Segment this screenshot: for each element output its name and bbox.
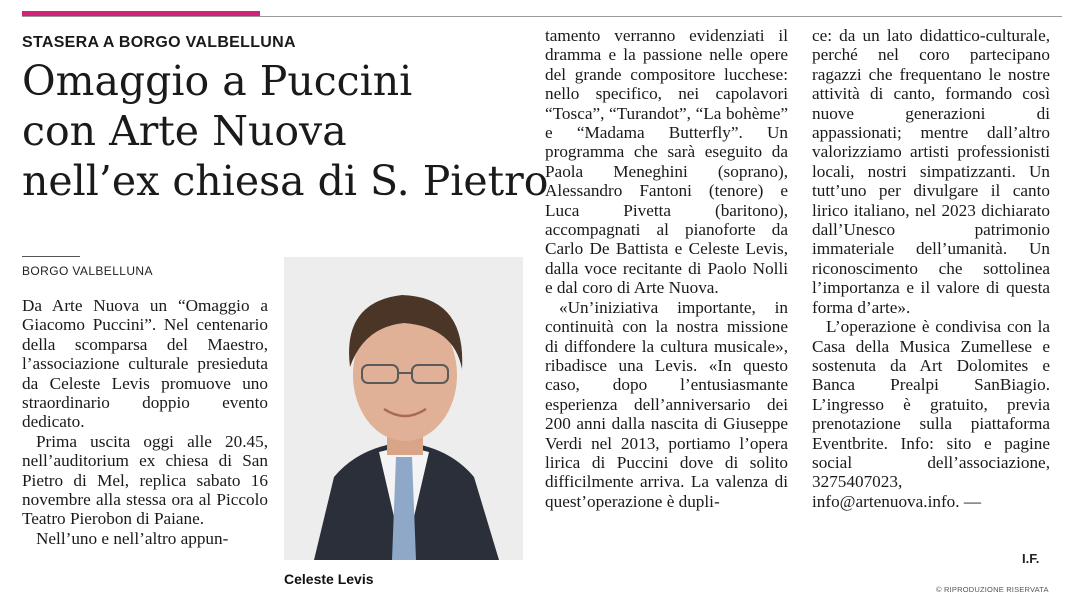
dateline-rule: [22, 256, 80, 257]
headline-line-3: nell’ex chiesa di S. Pietro: [22, 157, 549, 205]
author-initials: I.F.: [1022, 551, 1040, 566]
paragraph: L’operazione è condivisa con la Casa della Musica Zumellese e sostenuta da Art Dolomites e Banca Prealpi SanBiagio. L’ingresso è gratuito, previa prenotazione sulla piattaforma Eventbrite. Info: sito e pagine social dell’associazione, 3275407023, info@artenuova.info. —: [812, 317, 1050, 511]
portrait-photo: [284, 257, 523, 560]
article-column-2: [545, 26, 788, 511]
photo-caption: Celeste Levis: [284, 571, 374, 587]
paragraph: tamento verranno evidenziati il dramma e la passione nelle opere del grande compositore lucchese: nello specifico, nei capolavori “Tosca”, “Turandot”, “La bohème” e “Madama Butterfly”. Un programma che sarà eseguito da Paola Meneghini (soprano), Alessandro Fantoni (tenore) e Luca Pivetta (baritono), accompagnati al pianoforte da Carlo De Battista e Celeste Levis, dalla voce recitante di Paolo Nolli e dal coro di Arte Nuova.: [545, 26, 788, 298]
article-column-3: [812, 26, 1050, 511]
kicker: STASERA A BORGO VALBELLUNA: [22, 34, 296, 51]
paragraph: ce: da un lato didattico-culturale, perché nel coro partecipano ragazzi che frequentano le nostre attività di canto, formando così nuove generazioni di appassionati; mentre dall’altro valorizziamo artisti professionisti locali, nostri simpatizzanti. Un tutt’uno per divulgare il canto lirico italiano, nel 2023 dichiarato dall’Unesco patrimonio immateriale dell’umanità. Un riconoscimento che sottolinea l’importanza e il valore di questa forma d’arte».: [812, 26, 1050, 317]
headline-line-1: Omaggio a Puccini: [22, 57, 413, 105]
headline: [22, 56, 549, 206]
dateline: BORGO VALBELLUNA: [22, 264, 153, 278]
copyright-notice: © RIPRODUZIONE RISERVATA: [936, 585, 1049, 594]
paragraph: «Un’iniziativa importante, in continuità con la nostra missione di diffondere la cultura musicale», ribadisce una Levis. «In questo caso, dopo l’entusiasmante esperienza dell’anniversario dei 200 anni dalla nascita di Giuseppe Verdi nel 2013, portiamo l’opera lirica di Puccini dove di solito difficilmente arriva. La valenza di quest’operazione è dupli-: [545, 297, 788, 511]
top-divider: [22, 16, 1062, 17]
paragraph: Nell’uno e nell’altro appun-: [36, 528, 229, 548]
article-column-1: [22, 296, 268, 548]
paragraph: Da Arte Nuova un “Omaggio a Giacomo Puccini”. Nel centenario della scomparsa del Maestro, l’associazione culturale presieduta da Celeste Levis promuove uno straordinario doppio evento dedicato.: [22, 296, 268, 432]
headline-line-2: con Arte Nuova: [22, 107, 347, 155]
paragraph: Prima uscita oggi alle 20.45, nell’auditorium ex chiesa di San Pietro di Mel, replica sabato 16 novembre alla stessa ora al Piccolo Teatro Pierobon di Paiane.: [22, 431, 268, 529]
portrait-illustration: [284, 257, 523, 560]
